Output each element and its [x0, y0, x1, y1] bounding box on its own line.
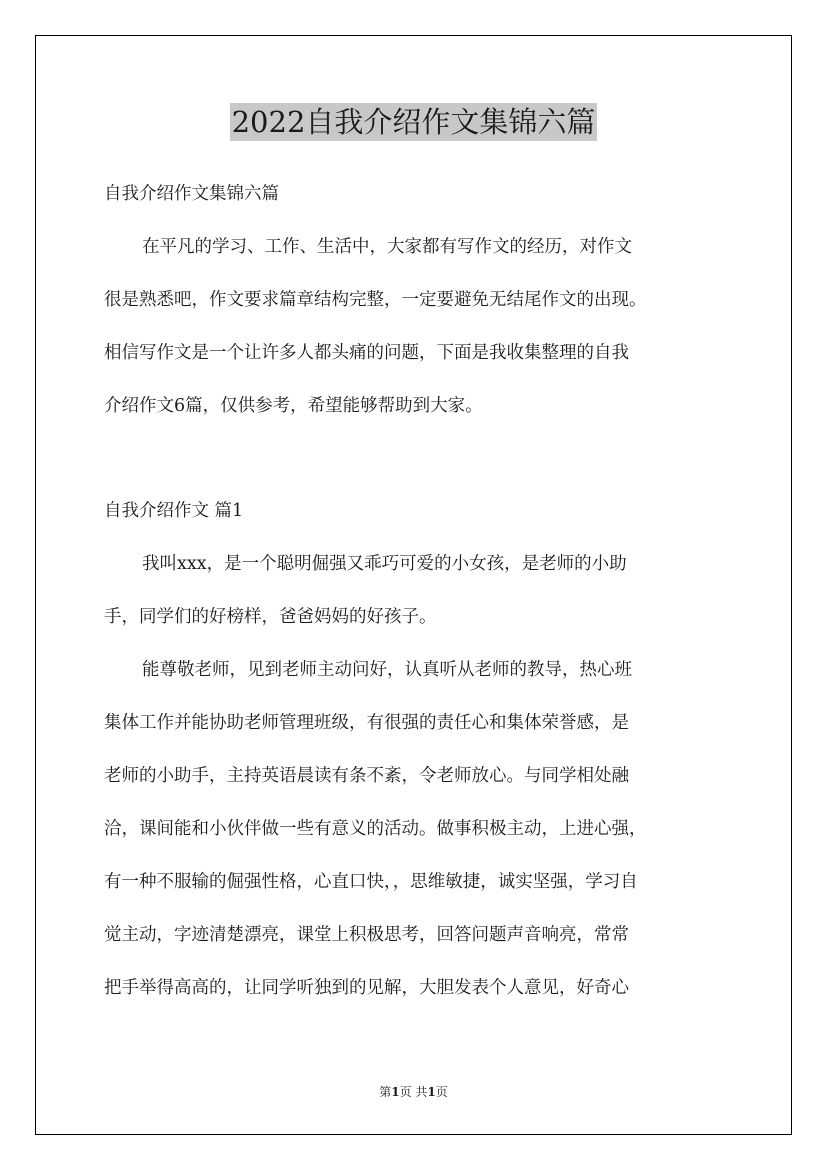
footer-suffix: 页 [435, 1085, 448, 1099]
section1-p2-line: 能尊敬老师，见到老师主动问好，认真听从老师的教导，热心班 [142, 660, 632, 680]
section1-p1-line: 手，同学们的好榜样，爸爸妈妈的好孩子。 [104, 607, 437, 627]
document-subtitle: 自我介绍作文集锦六篇 [104, 184, 279, 204]
footer-mid: 页 共 [399, 1085, 428, 1099]
section1-p2-line: 把手举得高高的，让同学听独到的见解，大胆发表个人意见，好奇心 [104, 978, 629, 998]
section1-p2-line: 有一种不服输的倔强性格，心直口快，，思维敏捷，诚实坚强，学习自 [104, 872, 638, 892]
section1-p1-line: 我叫xxx，是一个聪明倔强又乖巧可爱的小女孩，是老师的小助 [142, 554, 627, 574]
intro-line: 介绍作文6篇，仅供参考，希望能够帮助到大家。 [104, 396, 483, 416]
page-footer [0, 1083, 827, 1100]
footer-total-pages: 1 [427, 1085, 436, 1099]
intro-line: 很是熟悉吧，作文要求篇章结构完整，一定要避免无结尾作文的出现。 [104, 290, 647, 310]
footer-prefix: 第 [379, 1085, 392, 1099]
section1-p2-line: 集体工作并能协助老师管理班级，有很强的责任心和集体荣誉感，是 [104, 713, 629, 733]
paragraph-gap [104, 433, 744, 485]
title-container [0, 103, 827, 141]
section1-p2-line: 老师的小助手，主持英语晨读有条不紊，令老师放心。与同学相处融 [104, 766, 629, 786]
intro-line: 相信写作文是一个让许多人都头痛的问题，下面是我收集整理的自我 [104, 343, 629, 363]
footer-page-number: 1 [391, 1085, 400, 1099]
document-title: 2022自我介绍作文集锦六篇 [231, 105, 596, 139]
section1-p2-line: 洽，课间能和小伙伴做一些有意义的活动。做事积极主动，上进心强， [104, 819, 647, 839]
intro-line: 在平凡的学习、工作、生活中，大家都有写作文的经历，对作文 [142, 237, 632, 257]
section-heading: 自我介绍作文 篇1 [104, 501, 244, 521]
section1-p2-line: 觉主动，字迹清楚漂亮，课堂上积极思考，回答问题声音响亮，常常 [104, 925, 629, 945]
document-body [104, 168, 744, 1015]
